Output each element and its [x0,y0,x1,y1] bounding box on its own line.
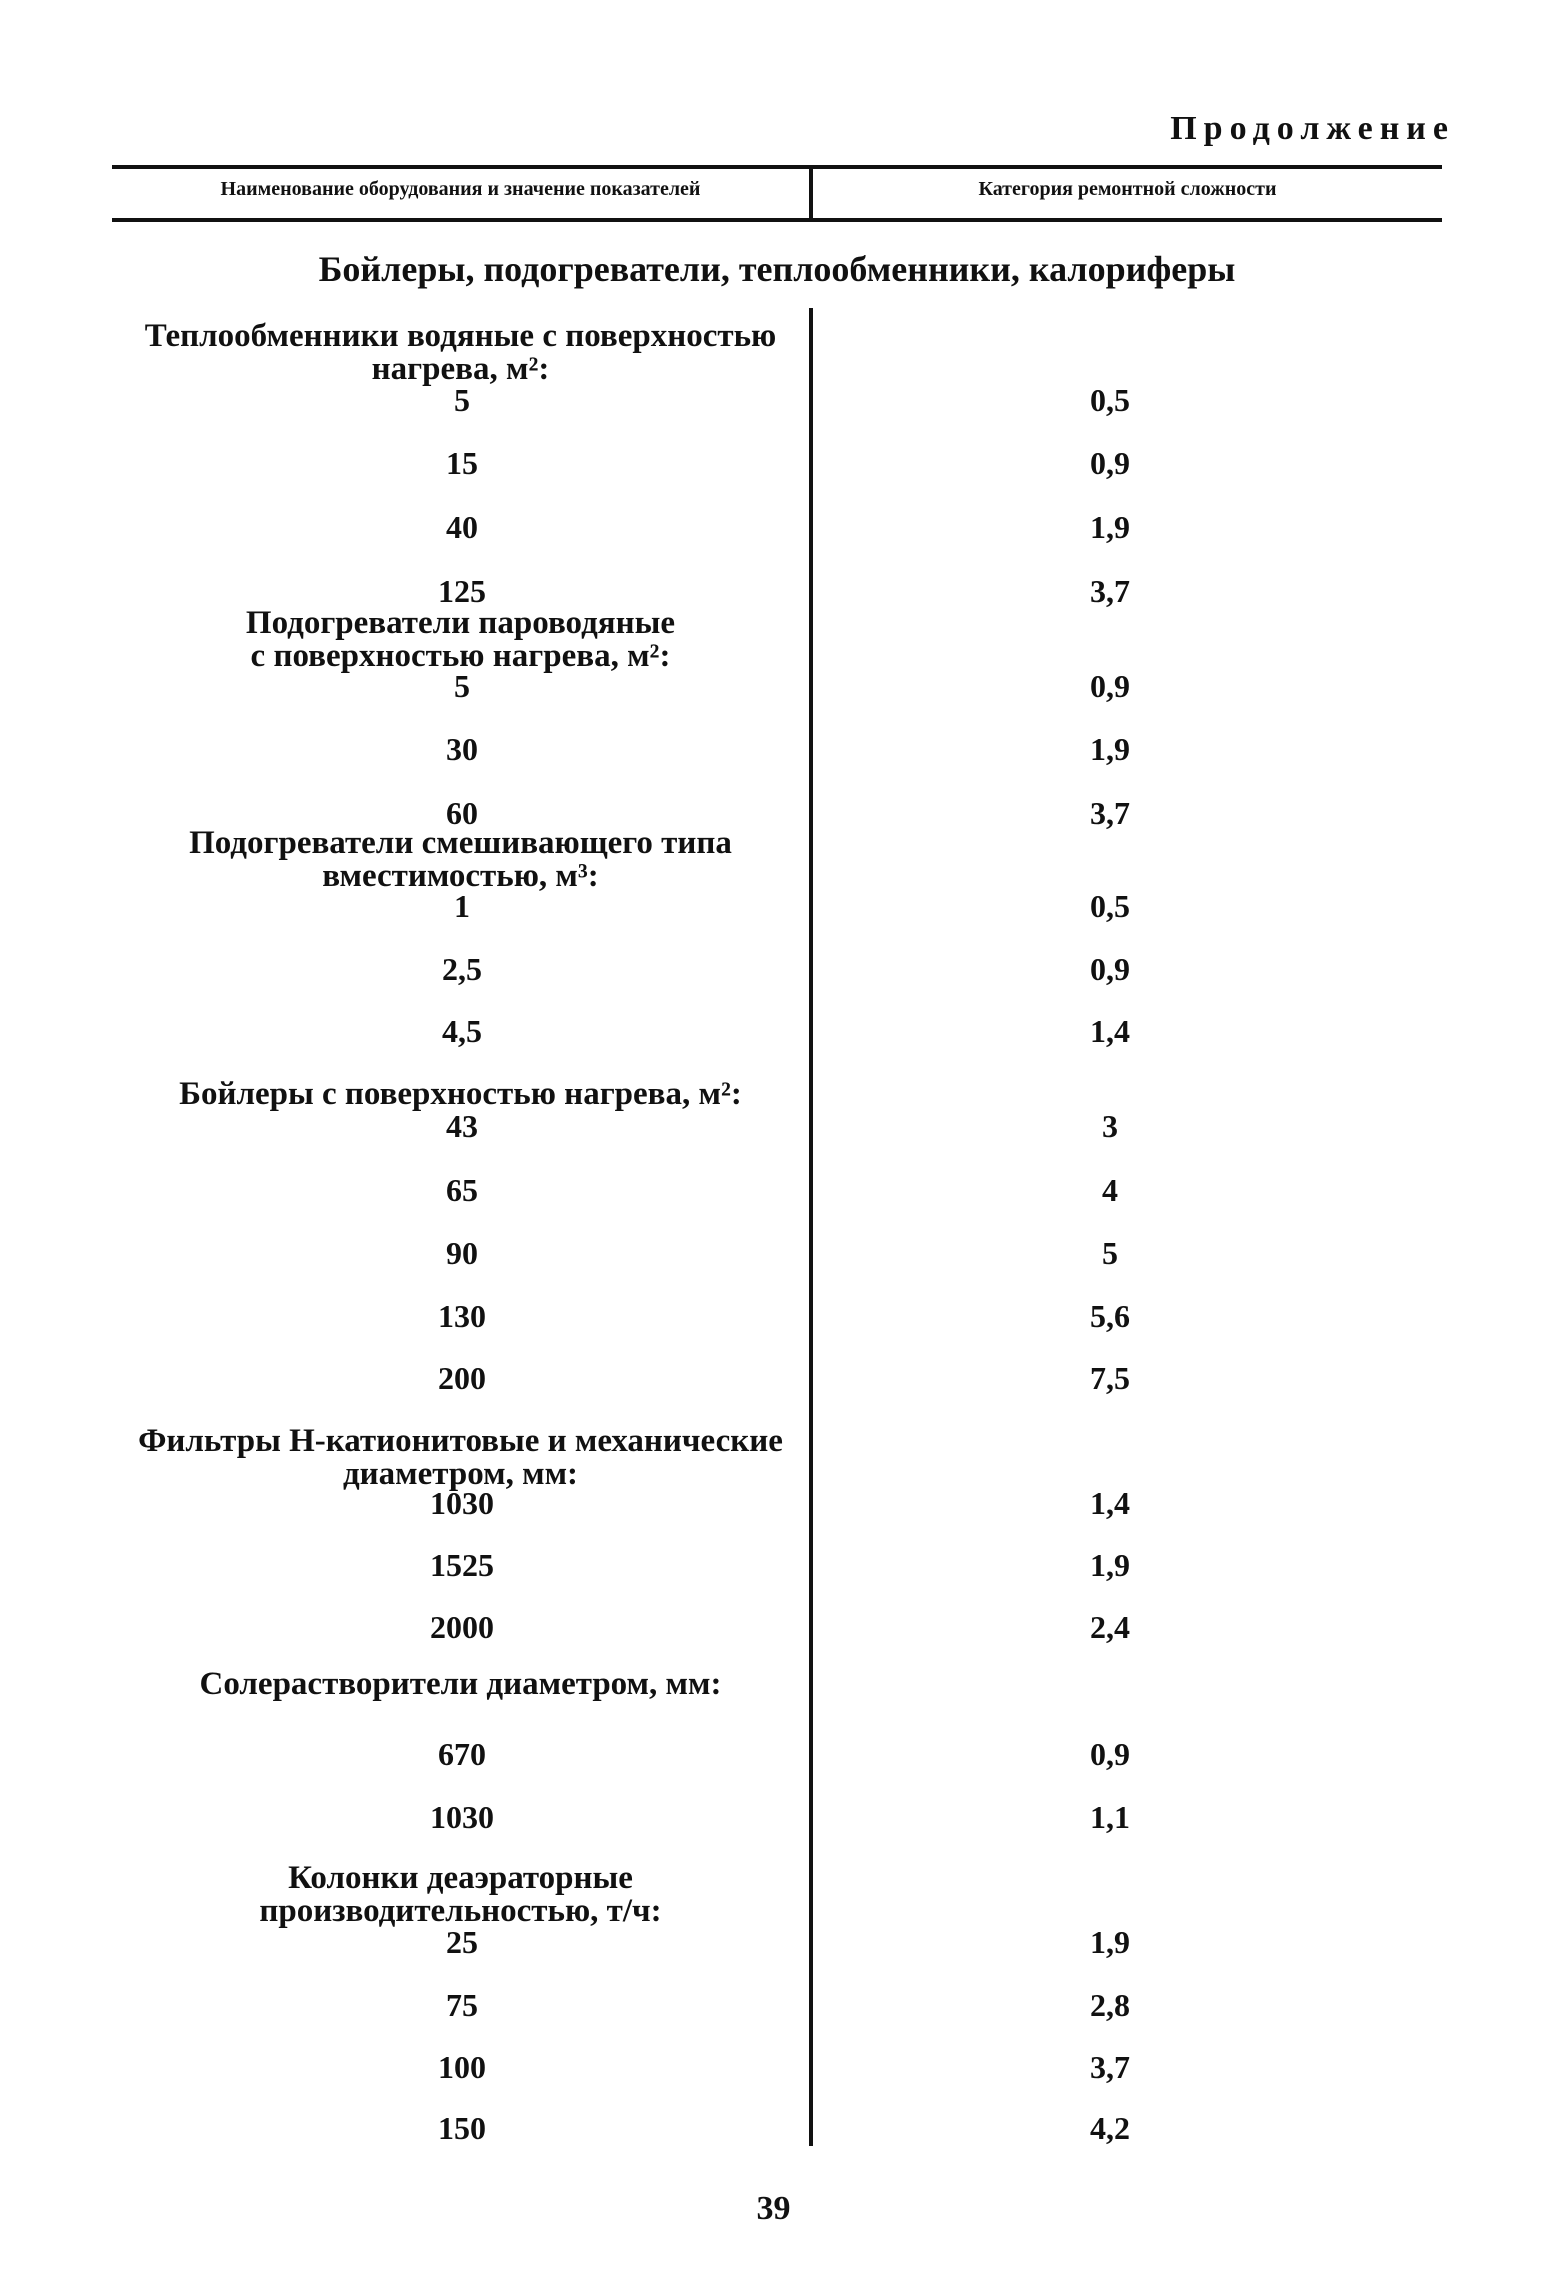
continuation-label: Продолжение [1170,110,1455,147]
row-category: 4,2 [1090,2110,1130,2146]
group-title-line: Теплообменники водяные с поверхностью [144,318,777,354]
row-value: 5 [454,668,470,704]
section-title: Бойлеры, подогреватели, теплообменники, калориферы [318,249,1236,289]
row-category: 3,7 [1090,573,1130,609]
table-column-divider [809,308,813,2146]
group-title-line: с поверхностью нагрева, м²: [250,638,671,674]
group-title-line: Бойлеры с поверхностью нагрева, м²: [179,1076,742,1112]
row-category: 7,5 [1090,1360,1130,1396]
row-value: 1030 [430,1485,494,1521]
group-title [112,1425,809,1491]
row-category: 1,4 [1090,1485,1130,1521]
header-top-rule [112,165,1442,169]
row-category: 0,9 [1090,445,1130,481]
row-category: 4 [1102,1172,1118,1208]
row-value: 1030 [430,1799,494,1835]
row-category: 0,5 [1090,888,1130,924]
group-title [112,1862,809,1928]
row-value: 40 [446,509,478,545]
row-value: 4,5 [442,1013,482,1049]
row-value: 1 [454,888,470,924]
row-category: 1,9 [1090,1547,1130,1583]
group-title [112,827,809,893]
row-category: 5,6 [1090,1298,1130,1334]
row-value: 2,5 [442,951,482,987]
row-value: 1525 [430,1547,494,1583]
group-title-line: Подогреватели смешивающего типа [189,825,732,861]
row-value: 200 [438,1360,486,1396]
row-category: 5 [1102,1235,1118,1271]
column-header-equipment: Наименование оборудования и значение показателей [220,178,701,200]
row-value: 30 [446,731,478,767]
row-value: 43 [446,1108,478,1144]
row-value: 75 [446,1987,478,2023]
group-title-line: вместимостью, м³: [322,858,599,894]
column-header-category: Категория ремонтной сложности [978,178,1277,200]
group-title-line: Колонки деаэраторные [288,1860,633,1896]
row-category: 3 [1102,1108,1118,1144]
row-value: 60 [446,795,478,831]
row-category: 0,5 [1090,382,1130,418]
row-value: 15 [446,445,478,481]
row-value: 2000 [430,1609,494,1645]
group-title [112,1668,809,1701]
header-bottom-rule [112,218,1442,222]
group-title [112,607,809,673]
row-category: 1,9 [1090,1924,1130,1960]
row-category: 1,9 [1090,731,1130,767]
group-title-line: Солерастворители диаметром, мм: [199,1666,722,1702]
group-title-line: производительностью, т/ч: [259,1893,662,1929]
group-title-line: Фильтры Н-катионитовые и механические [138,1423,783,1459]
row-value: 125 [438,573,486,609]
row-value: 150 [438,2110,486,2146]
group-title [112,1078,809,1111]
row-category: 0,9 [1090,951,1130,987]
row-value: 25 [446,1924,478,1960]
row-category: 1,1 [1090,1799,1130,1835]
group-title-line: диаметром, мм: [342,1456,579,1492]
row-value: 670 [438,1736,486,1772]
row-category: 1,9 [1090,509,1130,545]
row-value: 90 [446,1235,478,1271]
row-category: 2,4 [1090,1609,1130,1645]
page-number: 39 [756,2190,791,2227]
group-title-line: Подогреватели пароводяные [245,605,676,641]
group-title [112,320,809,386]
row-category: 3,7 [1090,2049,1130,2085]
row-value: 65 [446,1172,478,1208]
row-category: 3,7 [1090,795,1130,831]
row-category: 1,4 [1090,1013,1130,1049]
row-category: 0,9 [1090,1736,1130,1772]
row-category: 2,8 [1090,1987,1130,2023]
group-title-line: нагрева, м²: [371,351,550,387]
row-category: 0,9 [1090,668,1130,704]
row-value: 100 [438,2049,486,2085]
row-value: 130 [438,1298,486,1334]
row-value: 5 [454,382,470,418]
